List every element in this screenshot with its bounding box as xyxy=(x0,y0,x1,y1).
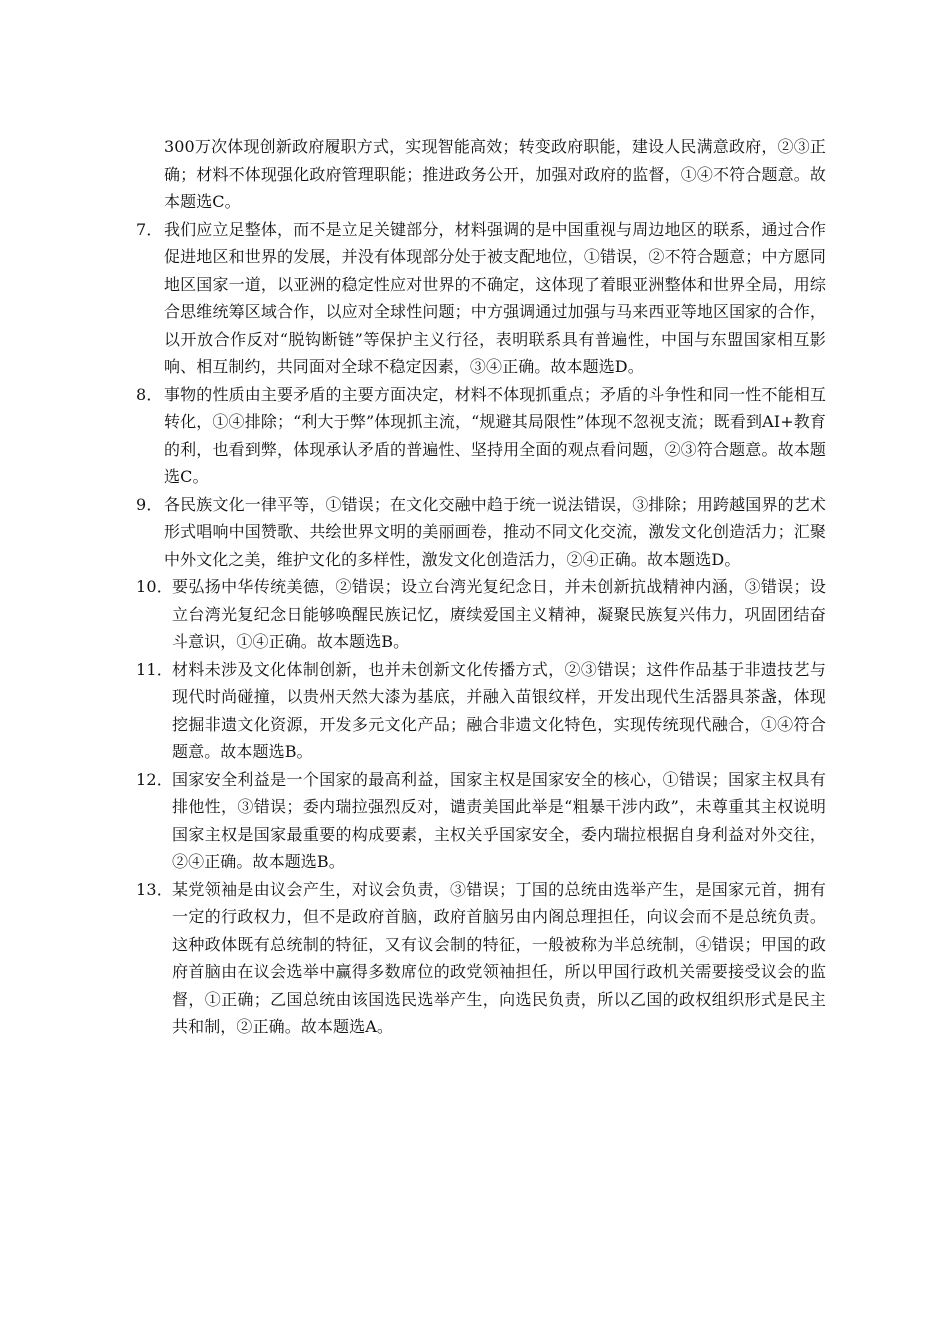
item-number: 10． xyxy=(136,577,173,596)
explanation-item-12 xyxy=(136,766,826,876)
explanation-text: 要弘扬中华传统美德，②错误；设立台湾光复纪念日，并未创新抗战精神内涵，③错误；设立台湾光复纪念日能够唤醒民族记忆，赓续爱国主义精神，凝聚民族复兴伟力，巩固团结奋斗意识，①④正确。故本题选B。 xyxy=(172,577,826,651)
explanation-item-13 xyxy=(136,876,826,1041)
explanation-item-7 xyxy=(136,216,826,381)
explanation-text: 材料未涉及文化体制创新，也并未创新文化传播方式，②③错误；这件作品基于非遗技艺与现代时尚碰撞，以贵州天然大漆为基底，并融入苗银纹样，开发出现代生活器具茶盏，体现挖掘非遗文化资源，开发多元文化产品；融合非遗文化特色，实现传统现代融合，①④符合题意。故本题选B。 xyxy=(172,659,826,761)
explanation-item-10 xyxy=(136,573,826,656)
explanation-item-9 xyxy=(136,491,826,574)
explanation-text: 某党领袖是由议会产生，对议会负责，③错误；丁国的总统由选举产生，是国家元首，拥有一定的行政权力，但不是政府首脑，政府首脑另由内阁总理担任，向议会而不是总统负责。这种政体既有总统制的特征，又有议会制的特征，一般被称为半总统制，④错误；甲国的政府首脑由在议会选举中赢得多数席位的政党领袖担任，所以甲国行政机关需要接受议会的监督，①正确；乙国总统由该国选民选举产生，向选民负责，所以乙国的政权组织形式是民主共和制，②正确。故本题选A。 xyxy=(172,879,826,1036)
explanation-item-11 xyxy=(136,656,826,766)
item-number: 9． xyxy=(136,494,163,514)
continued-explanation xyxy=(136,133,826,216)
item-number: 8． xyxy=(136,384,163,404)
explanation-text: 我们应立足整体，而不是立足关键部分，材料强调的是中国重视与周边地区的联系，通过合作促进地区和世界的发展，并没有体现部分处于被支配地位，①错误，②不符合题意；中方愿同地区国家一道，以亚洲的稳定性应对世界的不确定，这体现了着眼亚洲整体和世界全局，用综合思维统筹区域合作，以应对全球性问题；中方强调通过加强与马来西亚等地区国家的合作，以开放合作反对“脱钩断链”等保护主义行径，表明联系具有普遍性，中国与东盟国家相互影响、相互制约，共同面对全球不稳定因素，③④正确。故本题选D。 xyxy=(164,219,826,376)
explanation-item-8 xyxy=(136,381,826,491)
explanation-text: 事物的性质由主要矛盾的主要方面决定，材料不体现抓重点；矛盾的斗争性和同一性不能相互转化，①④排除；“利大于弊”体现抓主流，“规避其局限性”体现不忽视支流；既看到AI+教育的利，也看到弊，体现承认矛盾的普遍性、坚持用全面的观点看问题，②③符合题意。故本题选C。 xyxy=(164,384,826,486)
explanation-text: 各民族文化一律平等，①错误；在文化交融中趋于统一说法错误，③排除；用跨越国界的艺术形式唱响中国赞歌、共绘世界文明的美丽画卷，推动不同文化交流，激发文化创造活力；汇聚中外文化之美，维护文化的多样性，激发文化创造活力，②④正确。故本题选D。 xyxy=(164,494,826,569)
explanation-text: 300万次体现创新政府履职方式，实现智能高效；转变政府职能，建设人民满意政府，②③正确；材料不体现强化政府管理职能；推进政务公开，加强对政府的监督，①④不符合题意。故本题选C。 xyxy=(164,137,826,211)
item-number: 7． xyxy=(136,219,163,239)
item-number: 12． xyxy=(136,769,173,789)
item-number: 11． xyxy=(136,659,173,679)
answer-explanations xyxy=(136,133,826,1041)
item-number: 13． xyxy=(136,879,173,899)
explanation-text: 国家安全利益是一个国家的最高利益，国家主权是国家安全的核心，①错误；国家主权具有排他性，③错误；委内瑞拉强烈反对，谴责美国此举是“粗暴干涉内政”，未尊重其主权说明国家主权是国家最重要的构成要素，主权关乎国家安全，委内瑞拉根据自身利益对外交往，②④正确。故本题选B。 xyxy=(172,769,826,871)
